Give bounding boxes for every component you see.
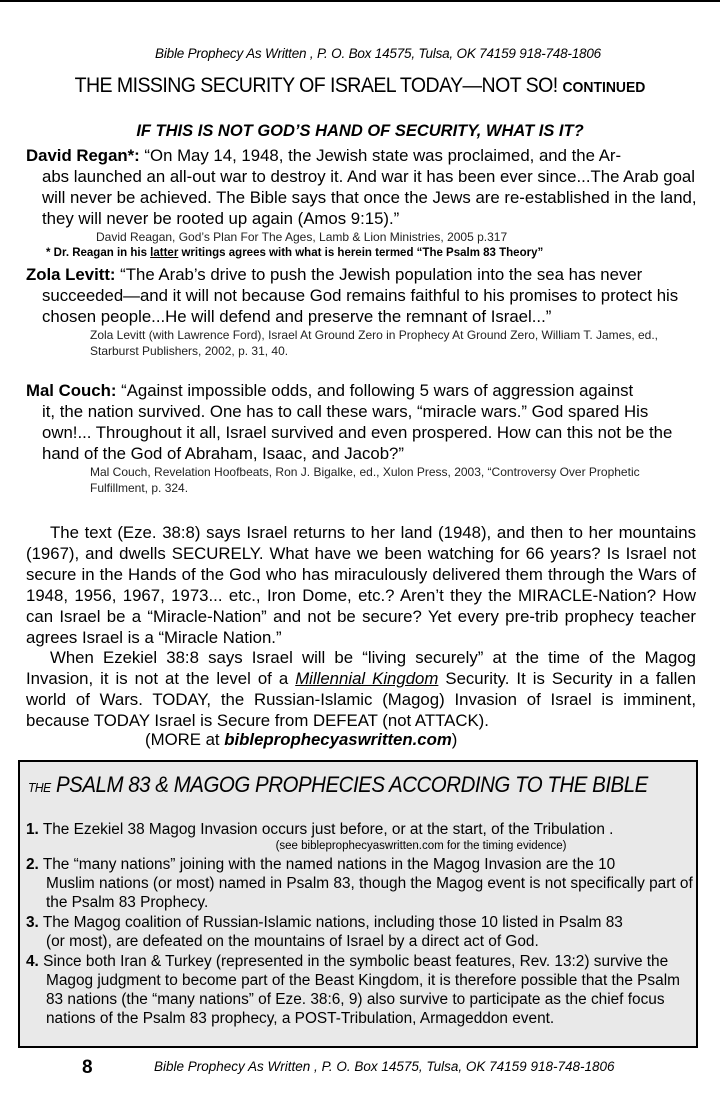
list-item: 4. Since both Iran & Turkey (represented in the symbolic beast features, Rev. 13:2) survive the Magog judgment to become part of the Beast Kingdom, it is therefore possible that the Psalm 83 nations (the “many nations” of Eze. 38:6, 9) also survive to participate as the chief focus nations of the Psalm 83 prophecy, a POST-Tribulation, Armageddon event.	[26, 953, 680, 1027]
quote-author: David Regan*:	[26, 146, 140, 165]
body-paragraph-2: When Ezekiel 38:8 says Israel will be “living securely” at the time of the Magog Invasion, it is not at the level of a Millennial Kingdom Security. It is Security in a fallen world of Wars. TODAY, the Russian-Islamic (Magog) Invasion of Israel is imminent, because TODAY Israel is Secure from DEFEAT (not ATTACK).	[26, 648, 696, 730]
header-line: Bible Prophecy As Written , P. O. Box 14575, Tulsa, OK 74159 918-748-1806	[155, 46, 601, 61]
item-number: 2.	[26, 856, 39, 873]
quote-text-first: “Against impossible odds, and following 5 wars of aggression against	[116, 381, 634, 400]
emphasis-millennial-kingdom: Millennial Kingdom	[295, 669, 439, 688]
note-underlined-word: latter	[150, 247, 179, 259]
quote-text-first: “On May 14, 1948, the Jewish state was proclaimed, and the Ar-	[139, 146, 622, 165]
body-paragraph-1: The text (Eze. 38:8) says Israel returns to her land (1948), and then to her mountains (1967), and dwells SECURELY. What have we been watching for 66 years? Is Israel not secure in the Hands of the God who has miraculously delivered them through the Wars of 1948, 1956, 1967, 1973... etc., Iron Dome, etc.? Aren’t they the MIRACLE-Nation? How can Israel be a “Miracle-Nation” and not be secure? Yet every pre-trib prophecy teacher agrees Israel is a “Miracle Nation.”	[26, 523, 696, 647]
quote-couch	[26, 380, 698, 496]
website-link[interactable]: bibleprophecyaswritten.com	[224, 730, 452, 749]
page-number: 8	[82, 1057, 93, 1078]
quote-text-first: “The Arab’s drive to push the Jewish population into the sea has never	[115, 265, 643, 284]
list-item: 2. The “many nations” joining with the named nations in the Magog Invasion are the 10 Muslim nations (or most) named in Psalm 83, though the Magog event is not specifically part of the Psalm 83 Prophecy.	[26, 856, 693, 911]
summary-box-title: THE PSALM 83 & MAGOG PROPHECIES ACCORDING TO THE BIBLE	[28, 772, 648, 797]
quote-text: abs launched an all-out war to destroy it. And war it has been ever since...The Arab goal will never be achieved. The Bible says that once the Jews are re-established in the land, they will never be rooted up again (Amos 9:15).”	[42, 167, 697, 228]
quote-source: David Reagan, God’s Plan For The Ages, Lamb & Lion Ministries, 2005 p.317	[96, 230, 508, 244]
quote-source: Mal Couch, Revelation Hoofbeats, Ron J. Bigalke, ed., Xulon Press, 2003, “Controversy Over Prophetic Fulfillment, p. 324.	[90, 465, 640, 495]
page-title	[25, 74, 695, 98]
quote-source: Zola Levitt (with Lawrence Ford), Israel At Ground Zero in Prophecy At Ground Zero, William T. James, ed., Starburst Publishers, 2002, p. 31, 40.	[90, 328, 659, 358]
more-link-line: (MORE at bibleprophecyaswritten.com)	[145, 730, 458, 749]
author-note: * Dr. Reagan in his latter writings agrees with what is herein termed “The Psalm 83 Theory”	[46, 247, 544, 259]
quote-author: Mal Couch:	[26, 381, 117, 400]
summary-box	[18, 760, 698, 1048]
quote-text: succeeded—and it will not because God remains faithful to his promises to protect his chosen people...He will defend and preserve the remnant of Israel...”	[42, 286, 679, 326]
quote-levitt	[26, 264, 698, 359]
top-rule	[0, 0, 720, 2]
quote-text: it, the nation survived. One has to call these wars, “miracle wars.” God spared His own!... Throughout it all, Israel survived and even prospered. How can this not be the hand of the God of Abraham, Isaac, and Jacob?”	[42, 402, 673, 463]
quote-regan	[26, 145, 698, 245]
item-number: 1.	[26, 821, 39, 838]
quote-author: Zola Levitt:	[26, 265, 116, 284]
list-item: 1. The Ezekiel 38 Magog Invasion occurs just before, or at the start, of the Tribulation . (see bibleprophecyaswritten.com for the timing evidence)	[26, 820, 696, 854]
item-number: 3.	[26, 914, 39, 931]
item-evidence-note: (see bibleprophecyaswritten.com for the timing evidence)	[275, 840, 567, 852]
summary-list	[26, 820, 696, 1029]
item-number: 4.	[26, 953, 39, 970]
footer-line: Bible Prophecy As Written , P. O. Box 14575, Tulsa, OK 74159 918-748-1806	[154, 1059, 615, 1074]
page-title-main: THE MISSING SECURITY OF ISRAEL TODAY—NOT SO!	[74, 74, 563, 97]
page-title-continued: CONTINUED	[562, 79, 646, 96]
list-item: 3. The Magog coalition of Russian-Islamic nations, including those 10 listed in Psalm 83 (or most), are defeated on the mountains of Israel by a direct act of God.	[26, 914, 623, 950]
section-subheading: IF THIS IS NOT GOD’S HAND OF SECURITY, WHAT IS IT?	[136, 122, 584, 140]
